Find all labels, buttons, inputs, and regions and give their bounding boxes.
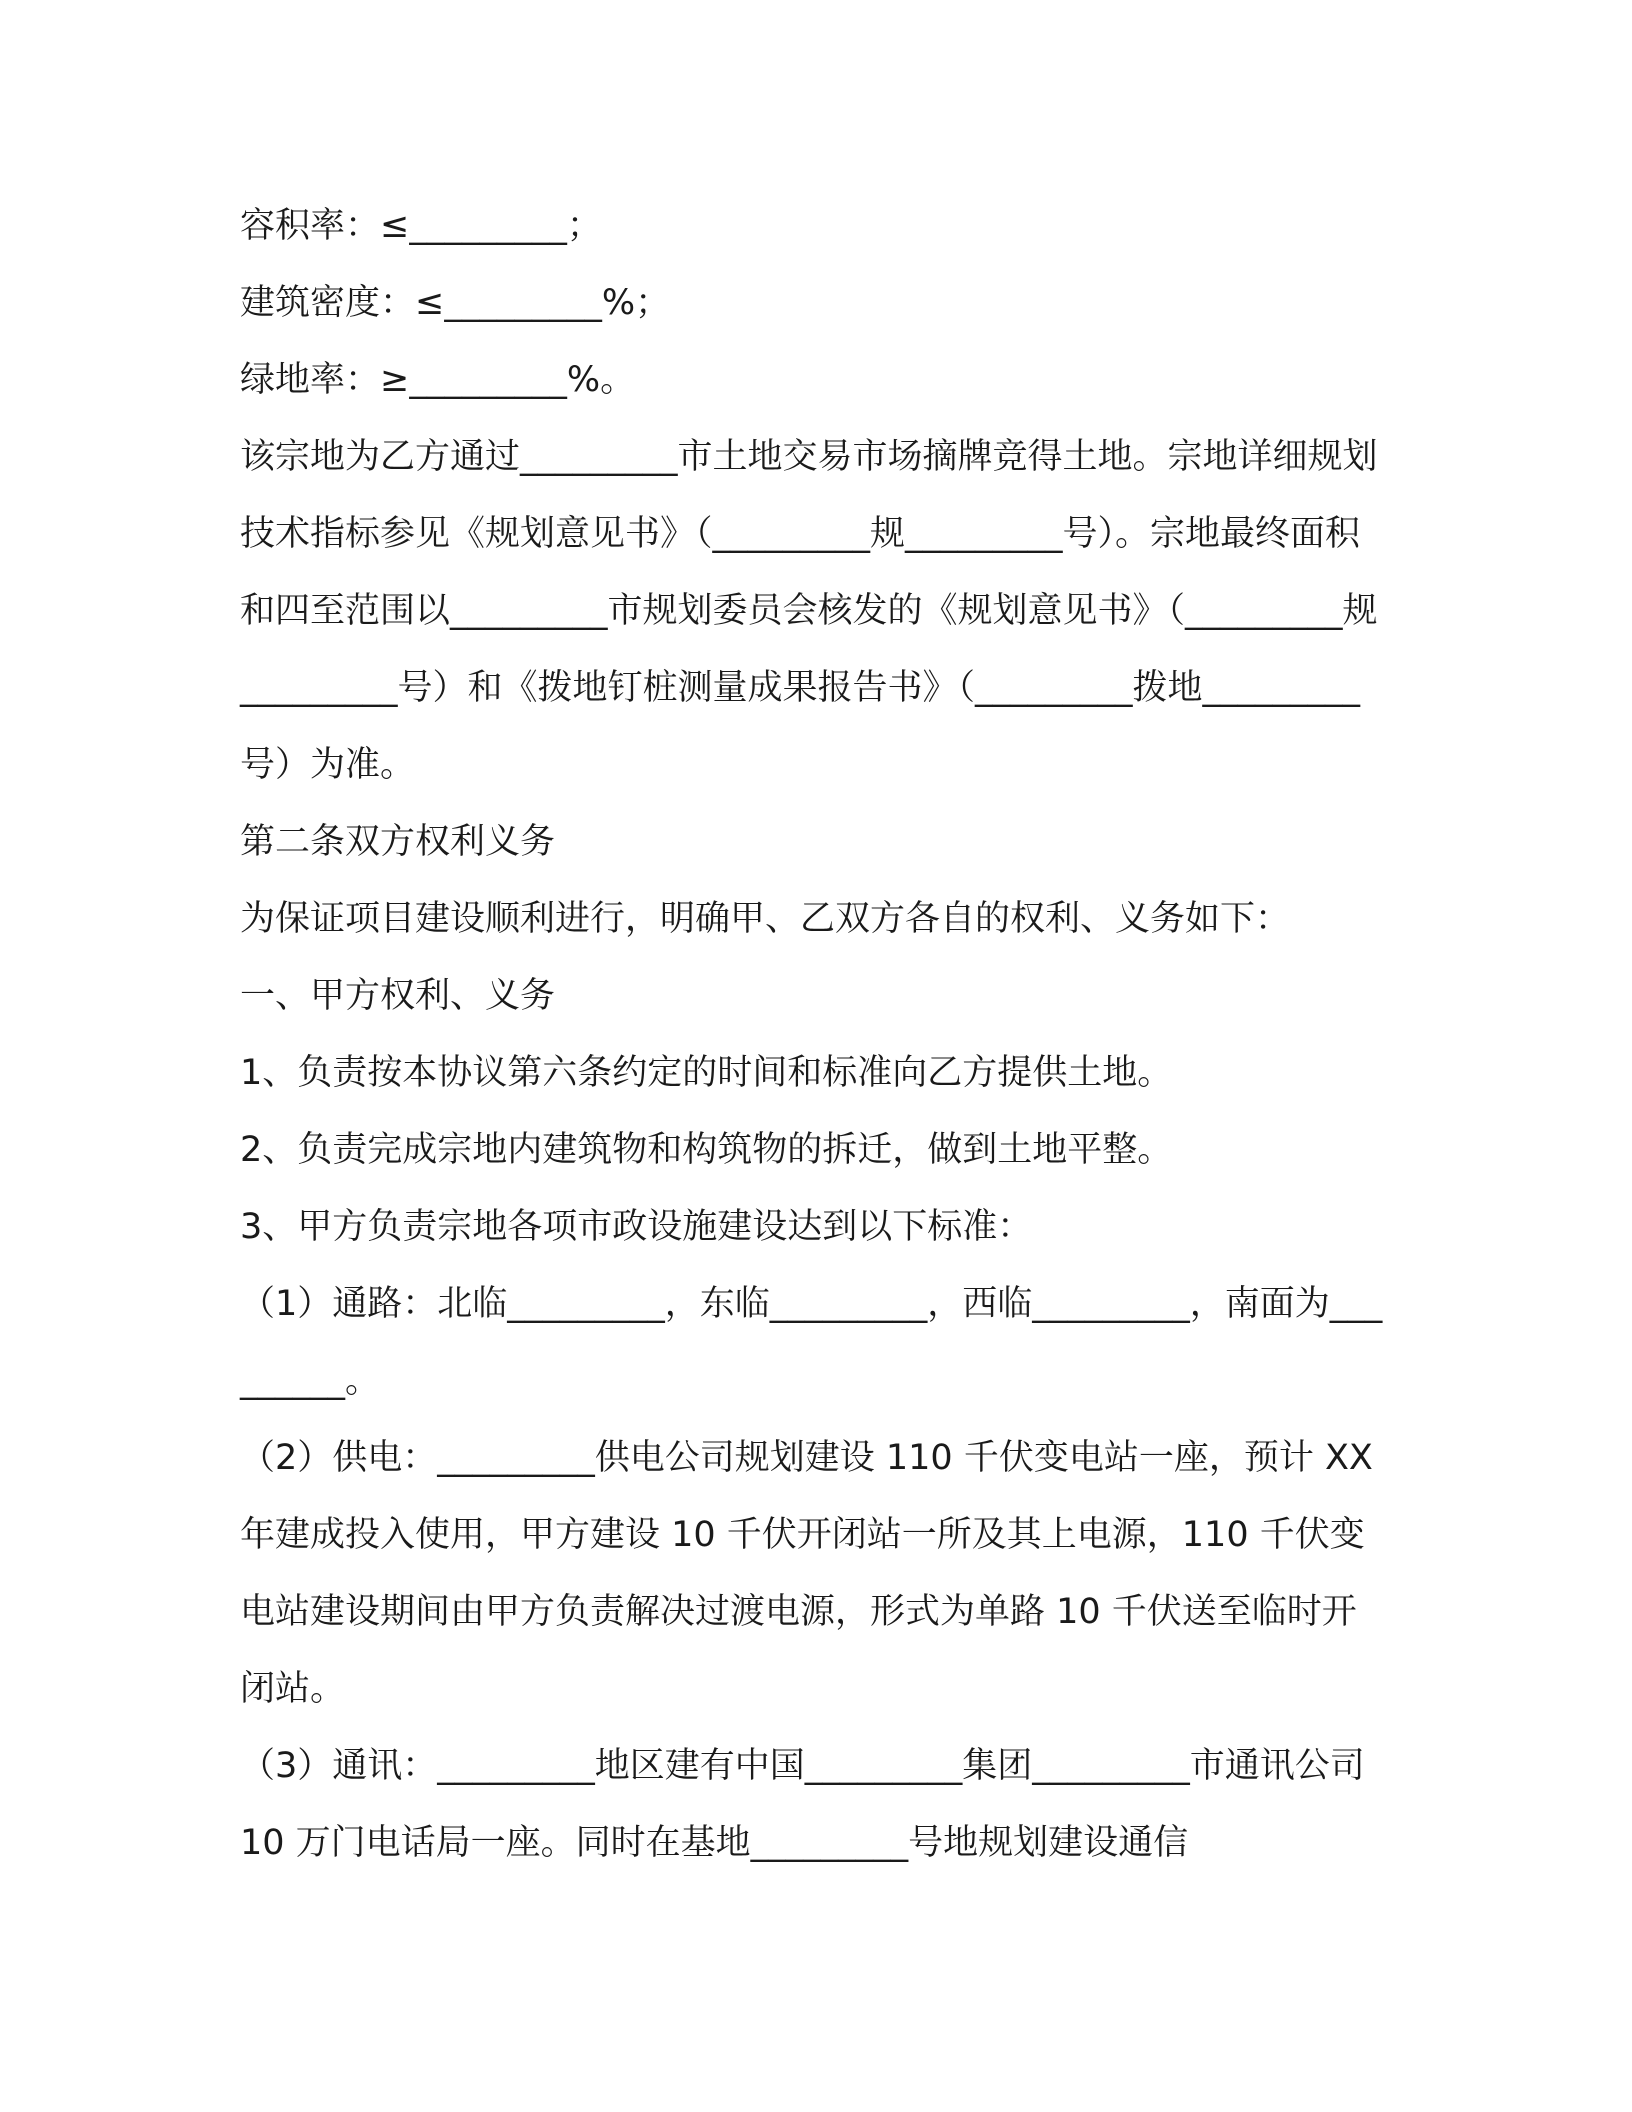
document-body <box>240 188 1390 1882</box>
sub-item-power-supply: （2）供电：_________供电公司规划建设 110 千伏变电站一座，预计 XX 年建成投入使用，甲方建设 10 千伏开闭站一所及其上电源，110 千伏变电站建设期间由甲方负责解决过渡电源，形式为单路 10 千伏送至临时开闭站。 <box>240 1438 1373 1709</box>
section-heading-rights-obligations: 第二条双方权利义务 <box>240 822 556 862</box>
list-item-3: 3、甲方负责宗地各项市政设施建设达到以下标准： <box>240 1207 1033 1247</box>
paragraph-building-density: 建筑密度：≤_________%； <box>240 283 671 323</box>
sub-item-telecom: （3）通讯：_________地区建有中国_________集团_________市通讯公司 10 万门电话局一座。同时在基地_________号地规划建设通信 <box>240 1746 1365 1863</box>
paragraph-land-acquisition: 该宗地为乙方通过_________市土地交易市场摘牌竞得土地。宗地详细规划技术指标参见《规划意见书》（_________规_________号）。宗地最终面积和四至范围以_________市规划委员会核发的《规划意见书》（_________规_________号）和《拨地钉桩测量成果报告书》（_________拨地_________号）为准。 <box>240 437 1378 785</box>
sub-item-road-access: （1）通路：北临_________，东临_________，西临_________，南面为_________。 <box>240 1284 1383 1401</box>
paragraph-intro-rights: 为保证项目建设顺利进行，明确甲、乙双方各自的权利、义务如下： <box>240 899 1291 939</box>
paragraph-green-ratio: 绿地率：≥_________%。 <box>240 360 636 400</box>
paragraph-plot-ratio: 容积率：≤_________； <box>240 206 602 246</box>
subheading-party-a: 一、甲方权利、义务 <box>240 976 556 1016</box>
list-item-2: 2、负责完成宗地内建筑物和构筑物的拆迁，做到土地平整。 <box>240 1130 1173 1170</box>
list-item-1: 1、负责按本协议第六条约定的时间和标准向乙方提供土地。 <box>240 1053 1173 1093</box>
